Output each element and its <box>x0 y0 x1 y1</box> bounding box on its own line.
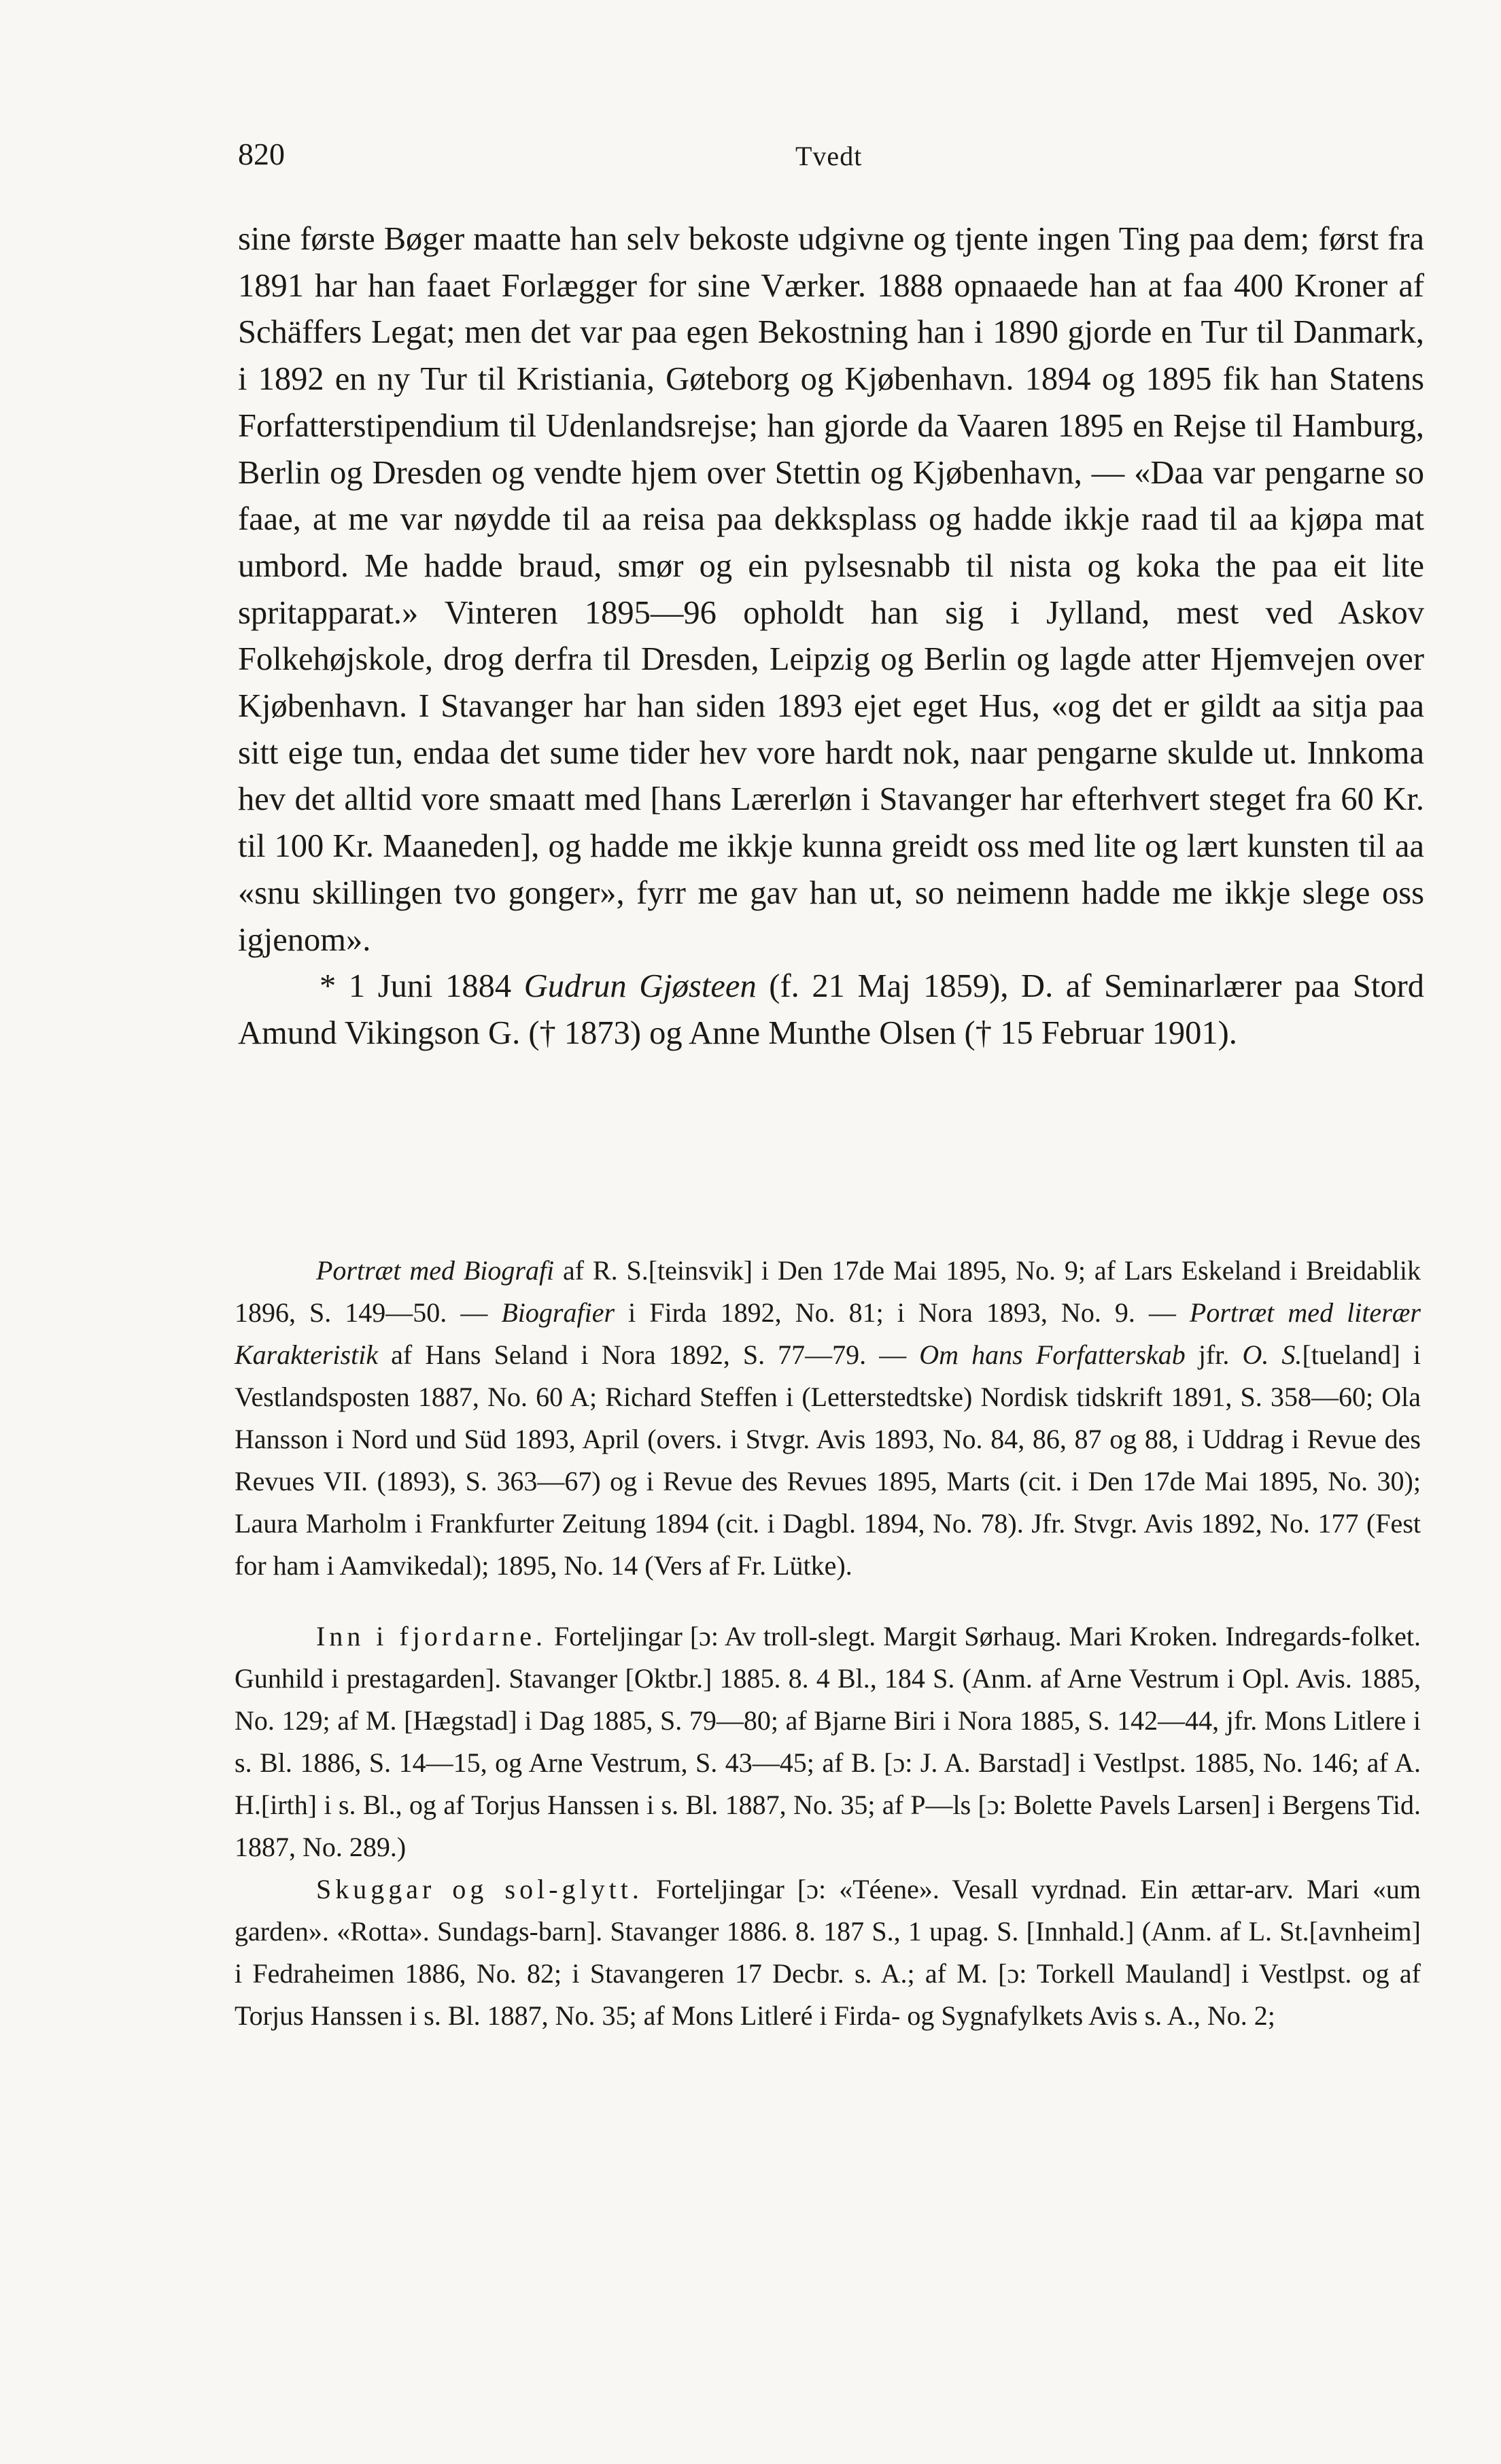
bib-entry-text: Forteljingar [ɔ: «Téene». Vesall vyrdnad. Ein ættar-arv. Mari «um garden». «Rotta». Sundags-barn]. Stavanger 1886. 8. 187 S., 1 upag. S. [Innhald.] (Anm. af L. St.[avnheim] i Fedraheimen 1886, No. 82; i Stavangeren 17 Decbr. s. A.; af M. [ɔ: Torkell Mauland] i Vestlpst. og af Torjus Hanssen i s. Bl. 1887, No. 35; af Mons Litleré i Firda- og Sygnafylkets Avis s. A., No. 2; <box>235 1874 1421 2031</box>
bib-entry-skuggar <box>235 1868 1421 2037</box>
page-header <box>238 136 1421 184</box>
bib-entry-text: Forteljingar [ɔ: Av troll-slegt. Margit Sørhaug. Mari Kroken. Indregards-folket. Gunhild i prestagarden]. Stavanger [Oktbr.] 1885. 8. 4 Bl., 184 S. (Anm. af Arne Vestrum i Opl. Avis. 1885, No. 129; af M. [Hægstad] i Dag 1885, S. 79—80; af Bjarne Biri i Nora 1885, S. 142—44, jfr. Mons Litlere i s. Bl. 1886, S. 14—15, og Arne Vestrum, S. 43—45; af B. [ɔ: J. A. Barstad] i Vestlpst. 1885, No. 146; af A. H.[irth] i s. Bl., og af Torjus Hanssen i s. Bl. 1887, No. 35; af P—ls [ɔ: Bolette Pavels Larsen] i Bergens Tid. 1887, No. 289.) <box>235 1621 1421 1862</box>
bib-ref-title: Biografier <box>501 1297 615 1328</box>
bib-entry-inn-i-fjordarne <box>235 1615 1421 1868</box>
bib-ref-text: af Hans Seland i Nora 1892, S. 77—79. — <box>378 1339 920 1370</box>
bib-ref-title: Om hans Forfatterskab <box>919 1339 1186 1370</box>
biography-paragraph: sine første Bøger maatte han selv bekoste udgivne og tjente ingen Ting paa dem; først fra 1891 har han faaet Forlægger for sine Værker. 1888 opnaaede han at faa 400 Kroner af Schäffers Legat; men det var paa egen Bekostning han i 1890 gjorde en Tur til Danmark, i 1892 en ny Tur til Kristiania, Gøteborg og Kjøbenhavn. 1894 og 1895 fik han Statens Forfatterstipendium til Udenlandsrejse; han gjorde da Vaaren 1895 en Rejse til Hamburg, Berlin og Dresden og vendte hjem over Stettin og Kjøbenhavn, — «Daa var pengarne so faae, at me var nøydde til aa reisa paa dekksplass og hadde ikkje raad til aa kjøpa mat umbord. Me hadde braud, smør og ein pylsesnabb til nista og koka the paa eit lite spritapparat.» Vinteren 1895—96 opholdt han sig i Jylland, mest ved Askov Folkehøjskole, drog derfra til Dresden, Leipzig og Berlin og lagde atter Hjemvejen over Kjøbenhavn. I Stavanger har han siden 1893 ejet eget Hus, «og det er gildt aa sitja paa sitt eige tun, endaa det sume tider hev vore hardt nok, naar pengarne skulde ut. Innkoma hev det alltid vore smaatt med [hans Lærerløn i Stavanger har efterhvert steget fra 60 Kr. til 100 Kr. Maaneden], og hadde me ikkje kunna greidt oss med lite og lært kunsten til aa «snu skillingen tvo gonger», fyrr me gav han ut, so neimenn hadde me ikkje slege oss igjenom». <box>238 221 1424 958</box>
spouse-name: Gudrun Gjøsteen <box>523 968 757 1005</box>
marriage-date: * 1 Juni 1884 <box>320 968 524 1005</box>
marriage-paragraph <box>238 963 1424 1057</box>
bib-ref-text: [tueland] i Vestlandsposten 1887, No. 60 A; Richard Steffen i (Letterstedtske) Nordisk tidskrift 1891, S. 358—60; Ola Hansson i Nord und Süd 1893, April (overs. i Stvgr. Avis 1893, No. 84, 86, 87 og 88, i Uddrag i Revue des Revues VII. (1893), S. 363—67) og i Revue des Revues 1895, Marts (cit. i Den 17de Mai 1895, No. 30); Laura Marholm i Frankfurter Zeitung 1894 (cit. i Dagbl. 1894, No. 78). Jfr. Stvgr. Avis 1892, No. 177 (Fest for ham i Aamvikedal); 1895, No. 14 (Vers af Fr. Lütke). <box>235 1339 1421 1581</box>
bib-ref-title: O. S. <box>1242 1339 1302 1370</box>
bib-entry-title: Inn i fjordarne. <box>316 1621 547 1652</box>
bib-entry-title: Skuggar og sol-glytt. <box>316 1874 643 1904</box>
bib-ref-text: af R. S.[teinsvik] i Den 17de Mai 1895, No. 9; af Lars Eskeland i Breidablik 1896, S. 149—50. — <box>235 1255 1421 1328</box>
bib-ref-text: jfr. <box>1185 1339 1243 1370</box>
bib-ref-text: i Firda 1892, No. 81; i Nora 1893, No. 9. — <box>615 1297 1190 1328</box>
bib-ref-title: Portræt med Biografi <box>316 1255 555 1286</box>
page-number: 820 <box>238 137 285 171</box>
main-text <box>238 216 1424 1057</box>
running-head: Tvedt <box>795 141 863 171</box>
bib-ref-title: Portræt med literær Karakteristik <box>235 1297 1421 1370</box>
marriage-details: (f. 21 Maj 1859), D. af Seminarlærer paa Stord Amund Vikingson G. († 1873) og Anne Munthe Olsen († 15 Februar 1901). <box>238 968 1424 1051</box>
bibliography <box>235 1250 1421 2037</box>
bib-references <box>235 1250 1421 1587</box>
